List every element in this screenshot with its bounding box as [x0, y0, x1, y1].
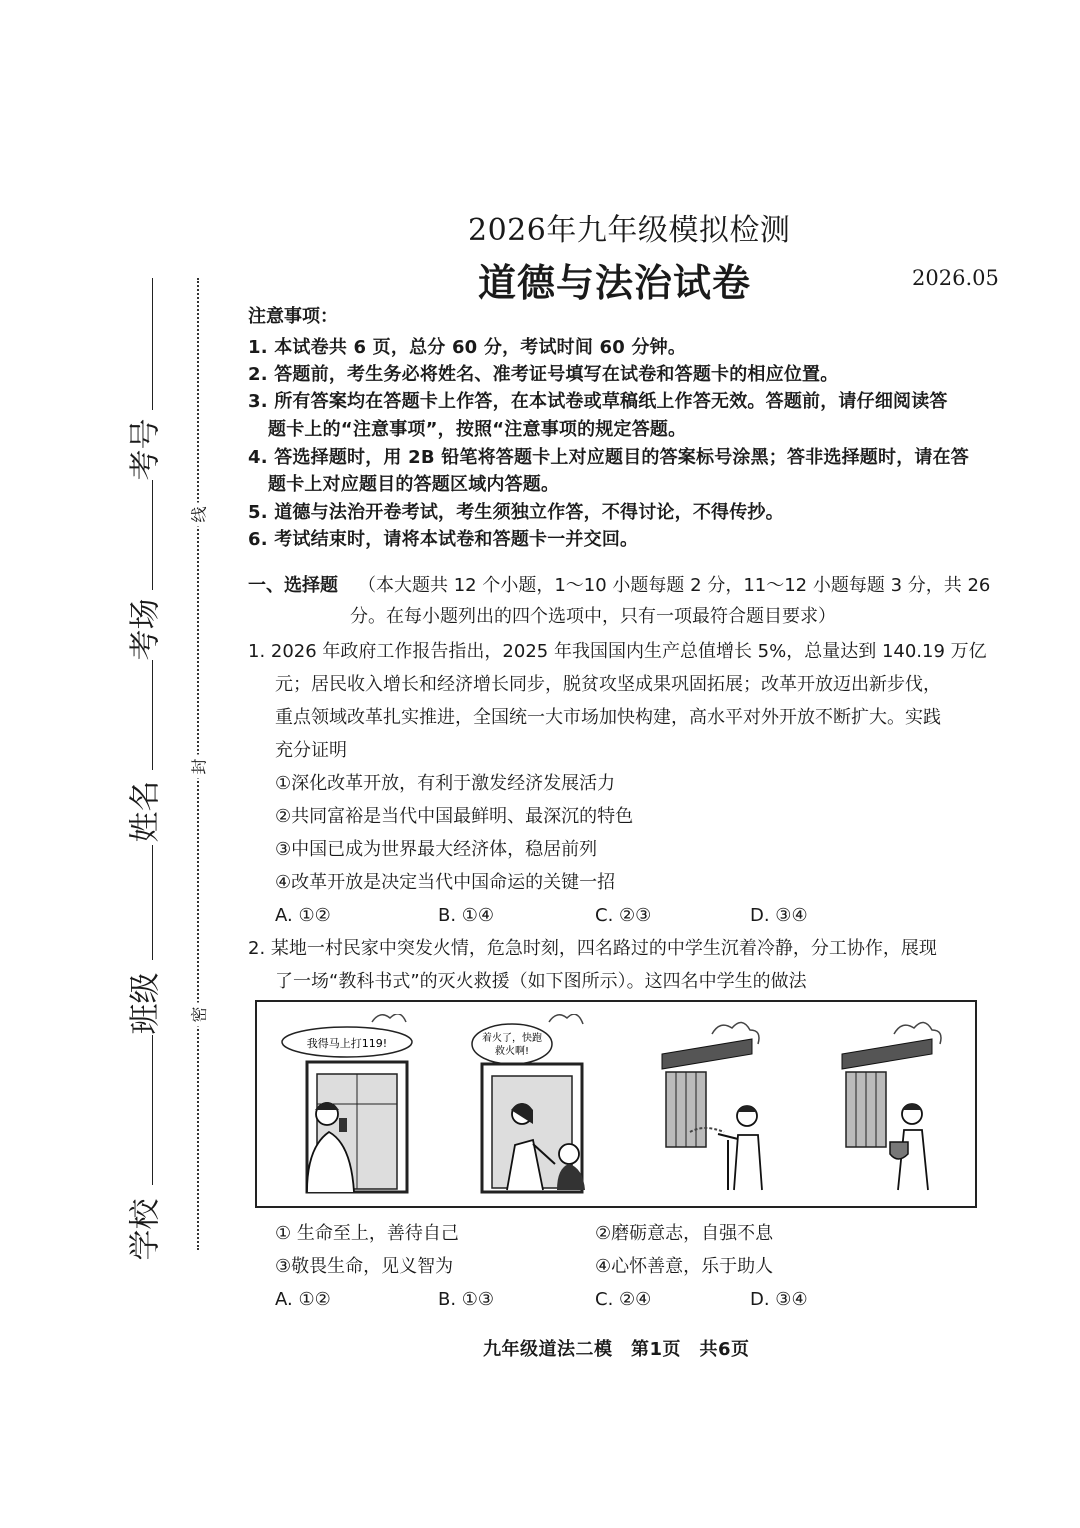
- bubble-text-2: 着火了，快跑: [482, 1033, 542, 1044]
- option-c[interactable]: C. ②④: [595, 1289, 652, 1310]
- notice-item: 3. 所有答案均在答题卡上作答，在本试卷或草稿纸上作答无效。答题前，请仔细阅读答: [248, 391, 948, 412]
- school-label: 学校: [127, 1198, 164, 1261]
- bubble-text-1: 我得马上打119!: [306, 1037, 388, 1050]
- option-c[interactable]: C. ②③: [595, 905, 652, 926]
- statement-4: ④心怀善意，乐于助人: [595, 1256, 774, 1277]
- notice-item: 题卡上对应题目的答题区域内答题。: [268, 474, 560, 495]
- panel-spraying: [652, 1014, 802, 1194]
- option-a[interactable]: A. ①②: [275, 905, 331, 926]
- carrying-illustration: [832, 1014, 982, 1194]
- question-stem: 1. 2026 年政府工作报告指出，2025 年我国国内生产总值增长 5%，总量达到 140.19 万亿: [248, 641, 987, 662]
- statement-3: ③敬畏生命，见义智为: [275, 1256, 454, 1277]
- class-label: 班级: [127, 972, 164, 1035]
- name-label: 姓名: [127, 780, 164, 843]
- school-line: [152, 1035, 153, 1185]
- exam-no-line: [152, 278, 153, 410]
- question-stem: 重点领域改革扎实推进，全国统一大市场加快构建，高水平对外开放不断扩大。实践: [275, 707, 941, 728]
- exam-title: 道德与法治试卷: [478, 261, 752, 305]
- notice-item: 6. 考试结束时，请将本试卷和答题卡一并交回。: [248, 529, 639, 550]
- evacuating-illustration: [467, 1014, 617, 1194]
- section-heading: 一、选择题: [248, 575, 338, 596]
- page-footer: 九年级道法二模 第1页 共6页: [483, 1339, 750, 1360]
- question-stem: 元；居民收入增长和经济增长同步，脱贫攻坚成果巩固拓展；改革开放迈出新步伐，: [275, 674, 941, 695]
- option-d[interactable]: D. ③④: [750, 905, 808, 926]
- question-stem: 充分证明: [275, 740, 347, 761]
- question-stem: 2. 某地一村民家中突发火情，危急时刻，四名路过的中学生沉着冷静，分工协作，展现: [248, 938, 937, 959]
- question-stem: 了一场“教科书式”的灭火救援（如下图所示）。这四名中学生的做法: [275, 971, 807, 992]
- cut-char-line: 线: [187, 503, 210, 527]
- statement-3: ③中国已成为世界最大经济体，稳居前列: [275, 839, 598, 860]
- statement-2: ②磨砺意志，自强不息: [595, 1223, 774, 1244]
- panel-carrying-water: [832, 1014, 982, 1194]
- exam-date: 2026.05: [912, 266, 999, 290]
- notice-item: 题卡上的“注意事项”，按照“注意事项的规定答题。: [268, 419, 687, 440]
- exam-no-label: 考号: [127, 418, 164, 481]
- exam-subtitle: 2026年九年级模拟检测: [468, 213, 791, 248]
- exam-room-label: 考场: [127, 598, 164, 661]
- option-b[interactable]: B. ①③: [438, 1289, 495, 1310]
- class-line: [152, 845, 153, 960]
- bubble-text-3: 救火啊!: [494, 1046, 530, 1057]
- cut-char-seal: 封: [187, 755, 210, 779]
- statement-1: ① 生命至上，善待自己: [275, 1223, 459, 1244]
- spraying-illustration: [652, 1014, 802, 1194]
- section-description: 分。在每小题列出的四个选项中，只有一项最符合题目要求）: [350, 606, 836, 627]
- cut-char-secret: 密: [187, 1003, 210, 1027]
- notice-item: 1. 本试卷共 6 页，总分 60 分，考试时间 60 分钟。: [248, 337, 687, 358]
- name-line: [152, 660, 153, 770]
- panel-evacuating: [467, 1014, 617, 1194]
- notice-item: 2. 答题前，考生务必将姓名、准考证号填写在试卷和答题卡的相应位置。: [248, 364, 839, 385]
- notice-item: 5. 道德与法治开卷考试，考生须独立作答，不得讨论，不得传抄。: [248, 502, 784, 523]
- exam-room-line: [152, 480, 153, 590]
- statement-2: ②共同富裕是当代中国最鲜明、最深沉的特色: [275, 806, 634, 827]
- option-d[interactable]: D. ③④: [750, 1289, 808, 1310]
- option-b[interactable]: B. ①④: [438, 905, 495, 926]
- panel-calling: [277, 1014, 427, 1194]
- option-a[interactable]: A. ①②: [275, 1289, 331, 1310]
- statement-4: ④改革开放是决定当代中国命运的关键一招: [275, 872, 616, 893]
- statement-1: ①深化改革开放，有利于激发经济发展活力: [275, 773, 616, 794]
- notice-item: 4. 答选择题时，用 2B 铅笔将答题卡上对应题目的答案标号涂黑；答非选择题时，请在答: [248, 447, 970, 468]
- fire-rescue-figure: [255, 1000, 977, 1208]
- calling-illustration: [277, 1014, 427, 1194]
- section-description: （本大题共 12 个小题，1～10 小题每题 2 分，11～12 小题每题 3 分，共 26: [358, 575, 991, 596]
- notice-heading: 注意事项：: [248, 306, 338, 327]
